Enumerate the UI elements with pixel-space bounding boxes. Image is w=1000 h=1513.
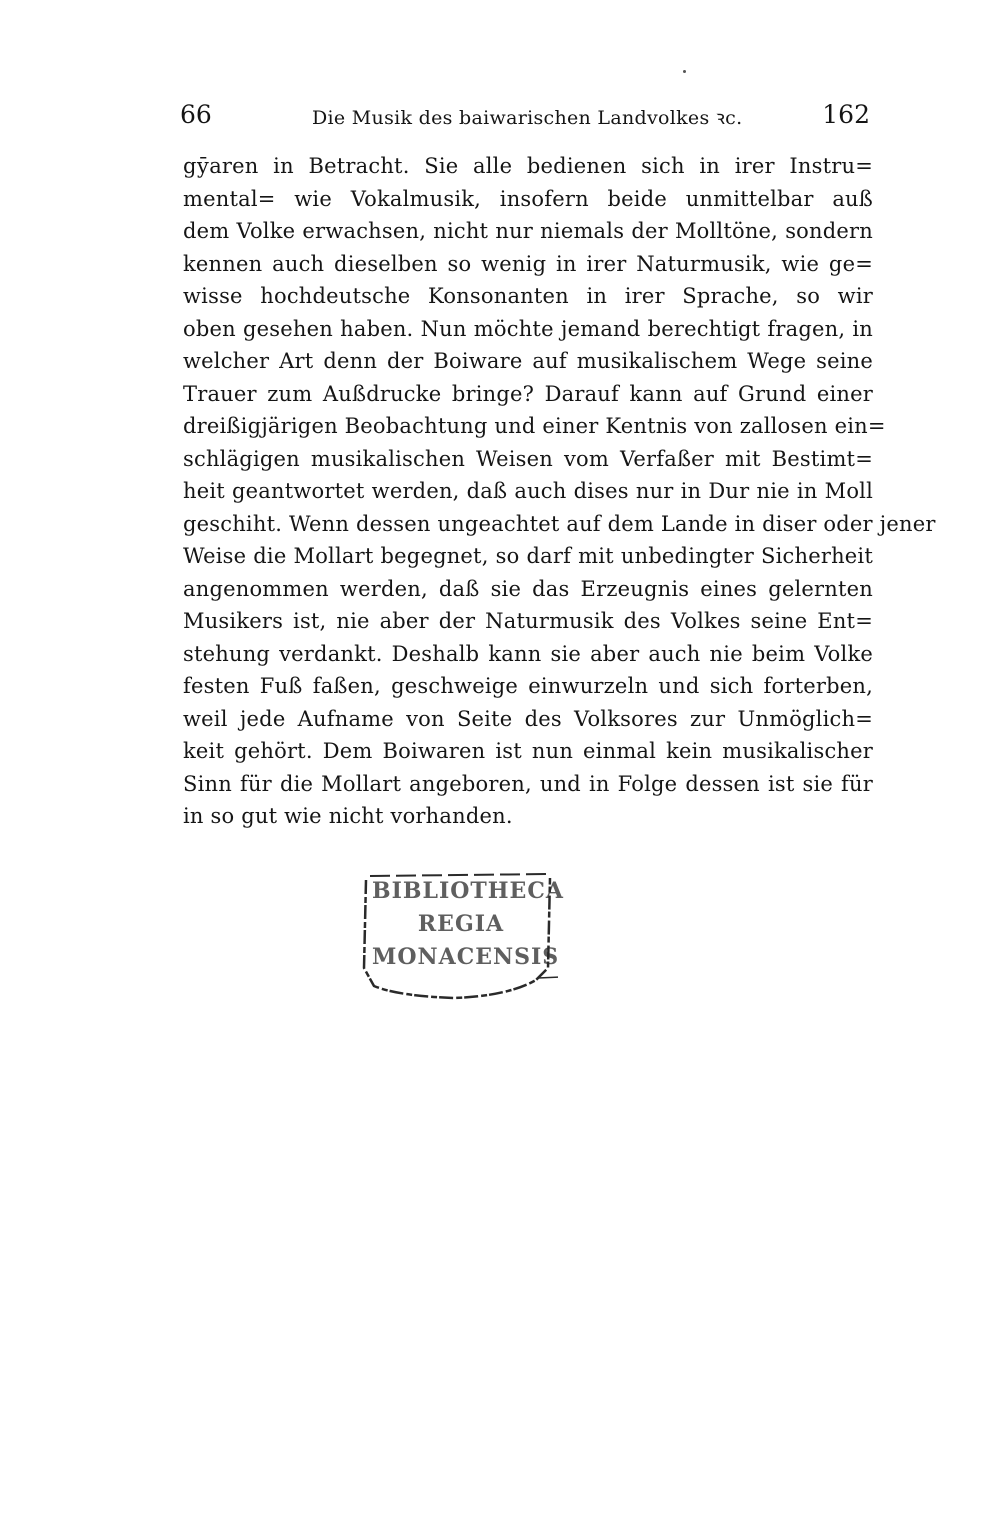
text-line: gӯaren in Betracht. Sie alle bedienen sich in irer Instru=	[183, 154, 873, 178]
text-line: dem Volke erwachsen, nicht nur niemals der Molltöne, sondern	[183, 219, 873, 243]
text-line: wisse hochdeutsche Konsonanten in irer Sprache, so wir	[183, 284, 873, 308]
stamp-line: BIBLIOTHECA	[372, 878, 564, 904]
text-line: kennen auch dieselben so wenig in irer Naturmusik, wie ge=	[183, 251, 873, 276]
text-line: schlägigen musikalischen Weisen vom Verfaßer mit Bestimt=	[183, 446, 873, 471]
text-line: festen Fuß faßen, geschweige einwurzeln und sich forterben,	[183, 674, 873, 698]
text-line: Trauer zum Außdrucke bringe? Darauf kann auf Grund einer	[183, 381, 873, 406]
text-line: in so gut wie nicht vorhanden.	[183, 804, 513, 828]
page-number-right: 162	[822, 100, 870, 129]
text-line: mental= wie Vokalmusik, insofern beide unmittelbar auß	[183, 186, 873, 211]
text-line: heit geantwortet werden, daß auch dises nur in Dur nie in Moll	[183, 479, 873, 503]
text-line: Musikers ist, nie aber der Naturmusik des Volkes seine Ent=	[183, 609, 873, 633]
text-line: welcher Art denn der Boiware auf musikalischem Wege seine	[183, 349, 873, 373]
text-line: oben gesehen haben. Nun möchte jemand berechtigt fragen, in	[183, 316, 873, 341]
text-line: Weise die Mollart begegnet, so darf mit unbedingter Sicherheit	[183, 544, 873, 568]
text-line: weil jede Aufname von Seite des Volksores zur Unmöglich=	[183, 706, 873, 731]
page-number-left: 66	[180, 100, 212, 129]
text-line: stehung verdankt. Deshalb kann sie aber auch nie beim Volke	[183, 641, 873, 666]
page-header	[180, 96, 870, 136]
text-line: geschiht. Wenn dessen ungeachtet auf dem Lande in diser oder jener	[183, 511, 936, 536]
text-line: dreißigjärigen Beobachtung und einer Kentnis von zallosen ein=	[183, 414, 886, 438]
stamp-line: MONACENSIS	[372, 944, 560, 970]
text-line: keit gehört. Dem Boiwaren ist nun einmal kein musikalischer	[183, 739, 873, 763]
ink-speck	[683, 70, 686, 73]
library-stamp	[358, 868, 564, 1008]
running-title: Die Musik des baiwarischen Landvolkes ꝛc.	[312, 107, 743, 129]
body-text	[183, 150, 936, 833]
text-line: Sinn für die Mollart angeboren, und in Folge dessen ist sie für	[183, 771, 873, 796]
text-line: angenommen werden, daß sie das Erzeugnis eines gelernten	[183, 576, 873, 601]
stamp-line: REGIA	[417, 911, 505, 937]
